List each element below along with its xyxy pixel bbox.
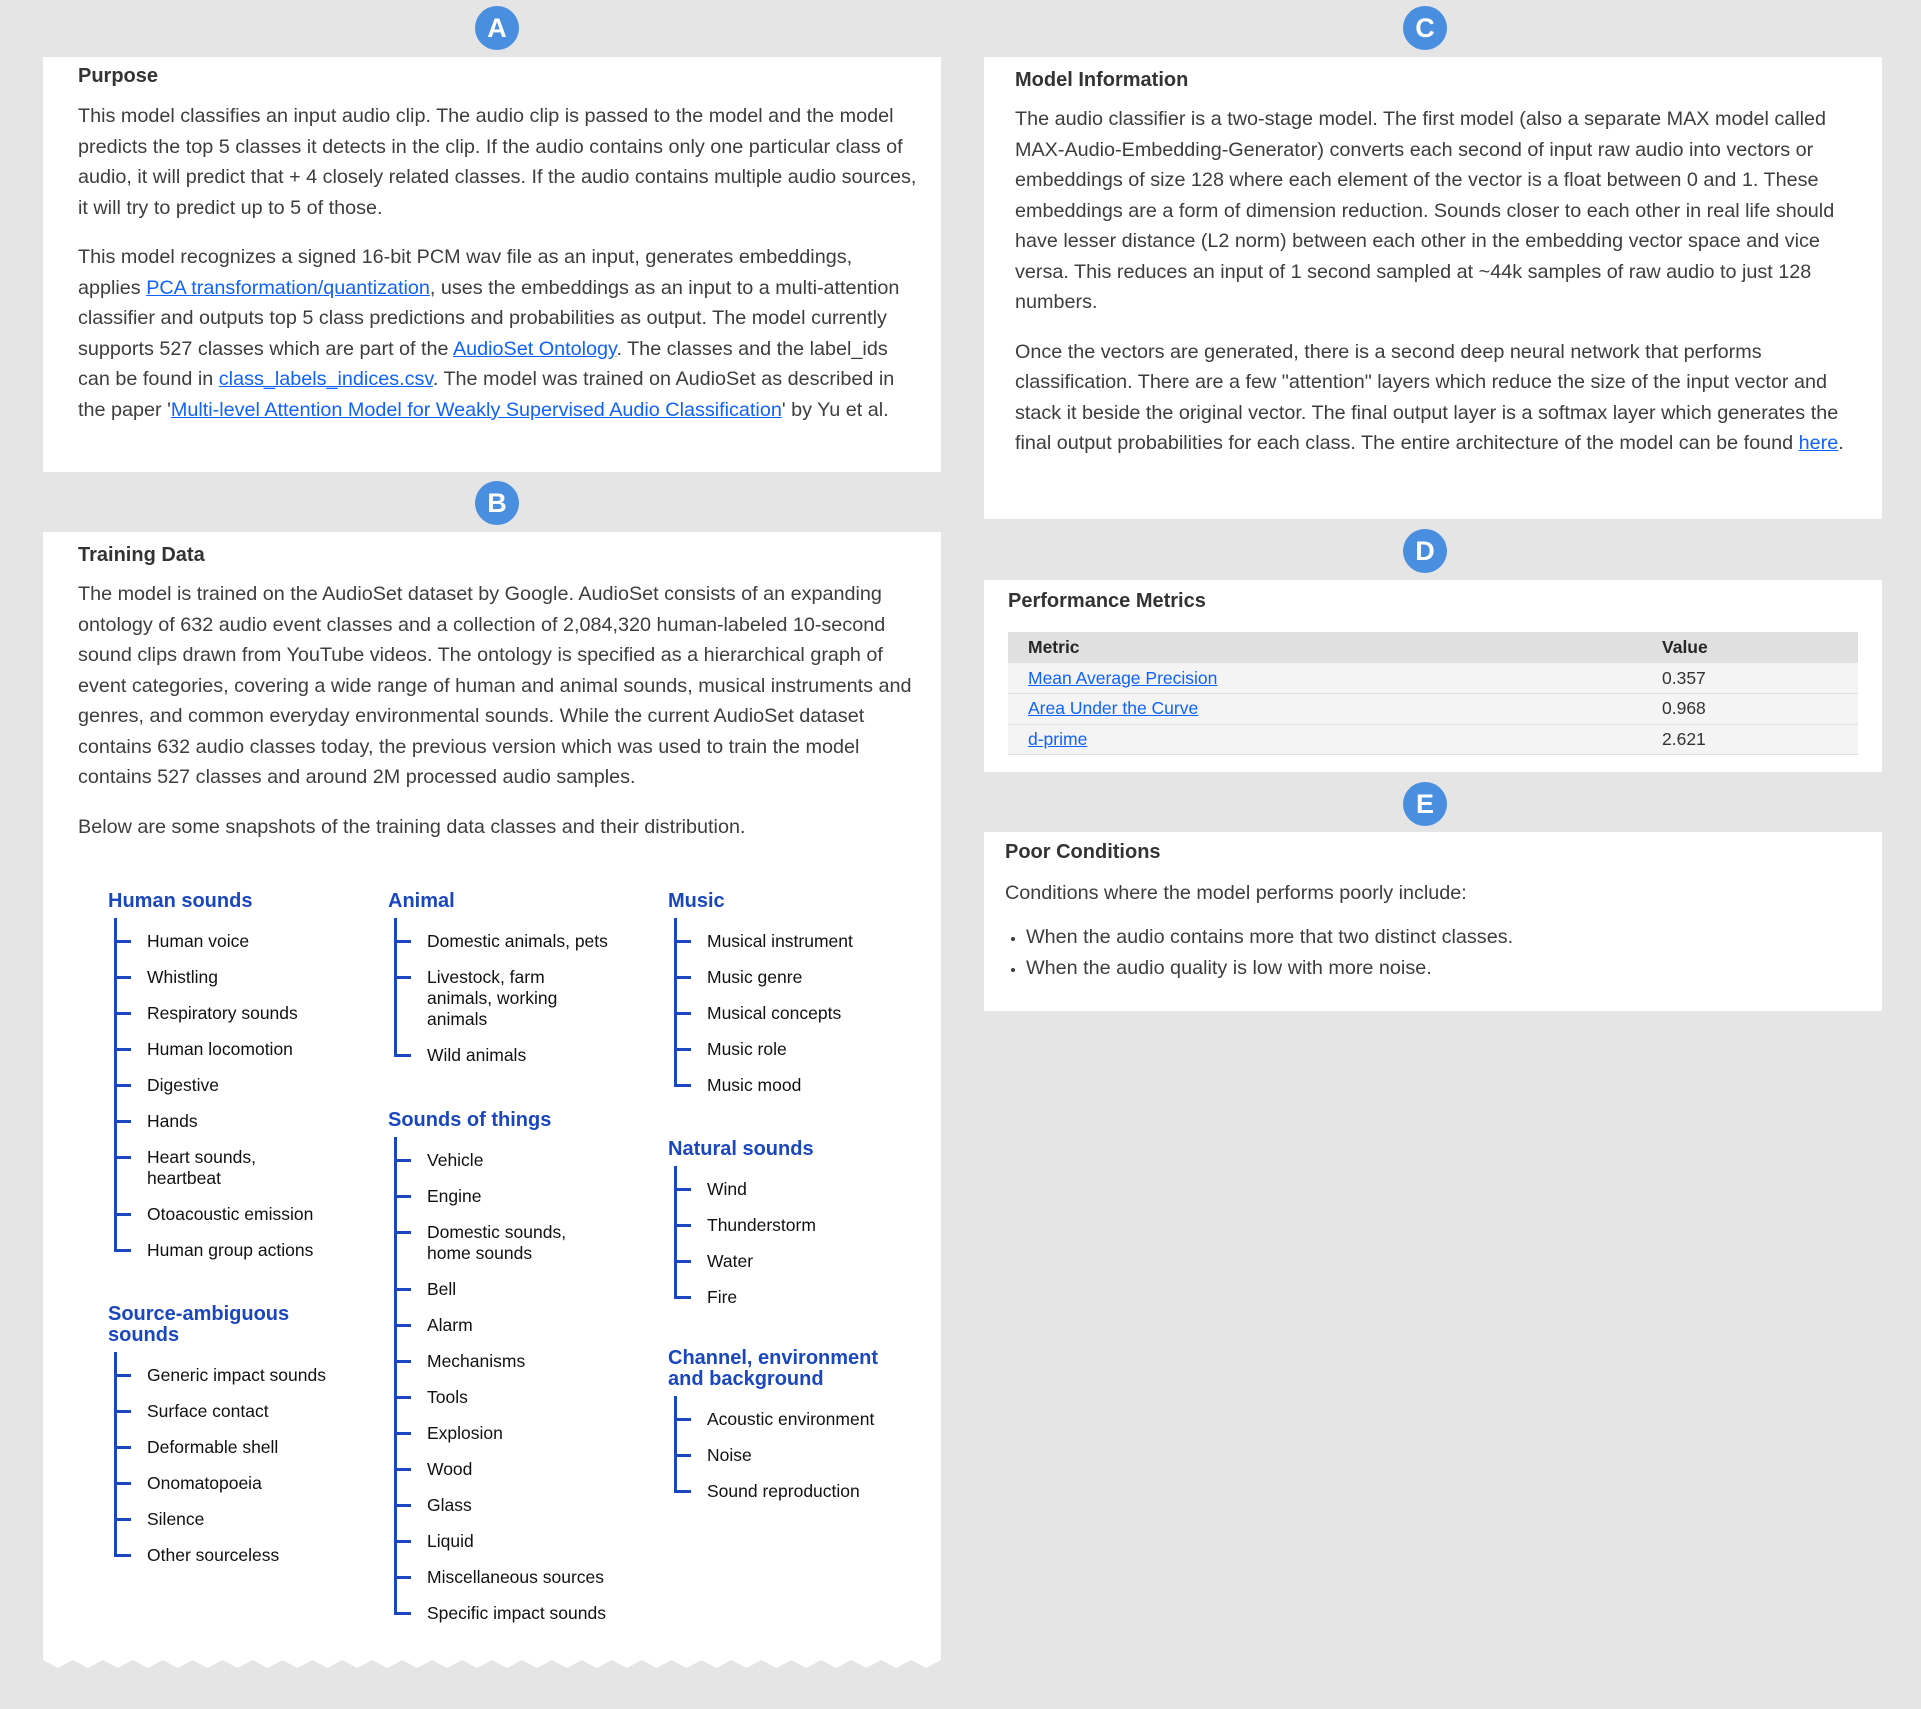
value-cell: 0.968 [1642, 694, 1858, 725]
ontology-item-digestive: Digestive [147, 1075, 219, 1095]
ontology-item-fire: Fire [707, 1287, 738, 1307]
category-channel-environment-and-background: Channel, environment and background [668, 1347, 879, 1390]
metric-link[interactable]: Mean Average Precision [1028, 667, 1218, 688]
ontology-item-water: Water [707, 1251, 754, 1271]
ontology-item-explosion: Explosion [427, 1423, 503, 1443]
value-column-header: Value [1642, 632, 1858, 663]
ontology-item-wood: Wood [427, 1459, 473, 1479]
ontology-item-onomatopoeia: Onomatopoeia [147, 1473, 262, 1493]
ontology-item-mechanisms: Mechanisms [427, 1351, 526, 1371]
ontology-item-music-genre: Music genre [707, 967, 803, 987]
ontology-item-hands: Hands [147, 1111, 198, 1131]
ontology-item-domestic-sounds-home-sounds: Domestic sounds, home sounds [427, 1222, 567, 1263]
ontology-item-human-group-actions: Human group actions [147, 1240, 314, 1260]
purpose-text-e: ' by Yu et al. [781, 398, 889, 421]
ontology-item-generic-impact-sounds: Generic impact sounds [147, 1365, 326, 1385]
ontology-item-acoustic-environment: Acoustic environment [707, 1409, 875, 1429]
ontology-item-other-sourceless: Other sourceless [147, 1545, 280, 1565]
ontology-item-otoacoustic-emission: Otoacoustic emission [147, 1204, 314, 1224]
ontology-item-miscellaneous-sources: Miscellaneous sources [427, 1567, 605, 1587]
paper-link[interactable]: Multi-level Attention Model for Weakly Supervised Audio Classification [170, 398, 782, 421]
model-info-text-b: . [1838, 432, 1844, 454]
category-animal: Animal [388, 890, 455, 912]
poor-title: Poor Conditions [1005, 841, 1161, 863]
model-info-paragraph-2 [1015, 337, 1870, 459]
ontology-item-sound-reproduction: Sound reproduction [707, 1481, 860, 1501]
ontology-item-surface-contact: Surface contact [147, 1401, 269, 1421]
purpose-paragraph-2 [78, 242, 919, 425]
training-paragraph-2: Below are some snapshots of the training data classes and their distribution. [78, 815, 746, 838]
category-music: Music [668, 890, 725, 912]
ontology-item-glass: Glass [427, 1495, 472, 1515]
ontology-item-heart-sounds-heartbeat: Heart sounds, heartbeat [147, 1147, 256, 1188]
ontology-item-human-voice: Human voice [147, 931, 250, 951]
training-paragraph-1: The model is trained on the AudioSet dataset by Google. AudioSet consists of an expanding ontology of 632 audio event classes and a collection of 2,084,320 human-labeled 10-second sound clips drawn from YouTube videos. The ontology is specified as a hierarchical graph of event categories, covering a wide range of human and animal sounds, musical instruments and genres, and common everyday environmental sounds. While the current AudioSet dataset contains 632 audio classes today, the previous version which was used to train the model contains 527 classes and around 2M processed audio samples. [78, 583, 912, 788]
ontology-item-specific-impact-sounds: Specific impact sounds [427, 1603, 606, 1623]
ontology-item-liquid: Liquid [427, 1531, 474, 1551]
table-row [1008, 663, 1858, 694]
category-source-ambiguous-sounds: Source-ambiguous sounds [108, 1303, 290, 1346]
ontology-item-thunderstorm: Thunderstorm [707, 1215, 816, 1235]
ontology-item-alarm: Alarm [427, 1315, 473, 1335]
ontology-item-silence: Silence [147, 1509, 205, 1529]
ontology-item-respiratory-sounds: Respiratory sounds [147, 1003, 298, 1023]
badge-d: D [1403, 529, 1447, 573]
model-info-card [984, 57, 1882, 519]
ontology-item-music-mood: Music mood [707, 1075, 802, 1095]
ontology-item-musical-concepts: Musical concepts [707, 1003, 842, 1023]
model-info-text-a: Once the vectors are generated, there is a second deep neural network that performs classification. There are a few "attention" layers which reduce the size of the input vector and stack it beside the original vector. The final output layer is a softmax layer which generates the final output probabilities for each class. The entire architecture of the model can be found [1015, 340, 1839, 454]
poor-paragraph: Conditions where the model performs poorly include: [1005, 882, 1467, 904]
pca-link[interactable]: PCA transformation/quantization [146, 276, 430, 299]
metric-cell [1008, 663, 1642, 694]
ontology-item-noise: Noise [707, 1445, 752, 1465]
value-cell: 2.621 [1642, 724, 1858, 755]
ontology-item-vehicle: Vehicle [427, 1150, 484, 1170]
list-item: • When the audio quality is low with more noise. [1026, 953, 1858, 984]
value-cell: 0.357 [1642, 663, 1858, 694]
category-natural-sounds: Natural sounds [668, 1138, 814, 1160]
purpose-text-d: . The model was trained on AudioSet as described in the paper ' [78, 368, 895, 421]
ontology-item-deformable-shell: Deformable shell [147, 1437, 279, 1457]
table-row [1008, 724, 1858, 755]
architecture-link[interactable]: here [1798, 432, 1839, 454]
training-title: Training Data [78, 544, 205, 566]
badge-a: A [475, 6, 519, 50]
ontology-item-livestock-farm-animals-working-animals: Livestock, farm animals, working animals [427, 967, 558, 1029]
class-labels-link[interactable]: class_labels_indices.csv [218, 368, 433, 390]
category-sounds-of-things: Sounds of things [388, 1109, 552, 1131]
poor-list [1005, 922, 1858, 984]
metric-cell [1008, 694, 1642, 725]
purpose-text-a: This model recognizes a signed 16-bit PCM wav file as an input, generates embeddings, applies [78, 246, 853, 299]
metrics-table [1008, 632, 1858, 755]
ontology-item-music-role: Music role [707, 1039, 787, 1059]
badge-b: B [475, 481, 519, 525]
performance-title: Performance Metrics [1008, 590, 1206, 612]
badge-e: E [1403, 782, 1447, 826]
ontology-item-domestic-animals-pets: Domestic animals, pets [427, 931, 608, 951]
poor-conditions-card [984, 832, 1882, 1011]
ontology-item-musical-instrument: Musical instrument [707, 931, 853, 951]
metrics-header-row [1008, 632, 1858, 663]
training-data-card [43, 532, 941, 1650]
performance-card [984, 580, 1882, 772]
ontology-item-human-locomotion: Human locomotion [147, 1039, 293, 1059]
category-human-sounds: Human sounds [108, 890, 253, 912]
purpose-paragraph-1: This model classifies an input audio clip. The audio clip is passed to the model and the model predicts the top 5 classes it detects in the clip. If the audio contains only one particular class of audio, it will predict that + 4 closely related classes. If the audio contains multiple audio sources, it will try to predict up to 5 of those. [78, 105, 917, 219]
table-row [1008, 694, 1858, 725]
ontology-item-wind: Wind [707, 1179, 747, 1199]
metric-cell [1008, 724, 1642, 755]
purpose-text-b: , uses the embeddings as an input to a multi-attention classifier and outputs top 5 class predictions and probabilities as output. The model currently supports 527 classes which are part of the [78, 276, 900, 360]
metric-link[interactable]: Area Under the Curve [1028, 698, 1199, 719]
metric-link[interactable]: d-prime [1028, 728, 1088, 749]
list-item: • When the audio contains more that two distinct classes. [1026, 922, 1858, 953]
ontology-item-whistling: Whistling [147, 967, 218, 987]
purpose-card [43, 57, 941, 472]
torn-edge [43, 1650, 941, 1670]
ontology-item-bell: Bell [427, 1279, 457, 1299]
model-info-paragraph-1: The audio classifier is a two-stage model. The first model (also a separate MAX model called MAX-Audio-Embedding-Generator) converts each second of input raw audio into vectors or embeddings of size 128 where each element of the vector is a float between 0 and 1. These embeddings are a form of dimension reduction. Sounds closer to each other in real life should have lesser distance (L2 norm) between each other in the embedding vector space and vice versa. This reduces an input of 1 second sampled at ~44k samples of raw audio to just 128 numbers. [1015, 108, 1835, 313]
ontology-item-engine: Engine [427, 1186, 482, 1206]
badge-c: C [1403, 6, 1447, 50]
model-info-title: Model Information [1015, 69, 1189, 91]
purpose-text-c: . The classes and the label_ids can be found in [78, 337, 888, 390]
purpose-title: Purpose [78, 65, 159, 87]
metric-column-header: Metric [1008, 632, 1642, 663]
ontology-item-tools: Tools [427, 1387, 468, 1407]
audioset-ontology-link[interactable]: AudioSet Ontology [452, 337, 617, 360]
ontology-item-wild-animals: Wild animals [427, 1045, 527, 1065]
